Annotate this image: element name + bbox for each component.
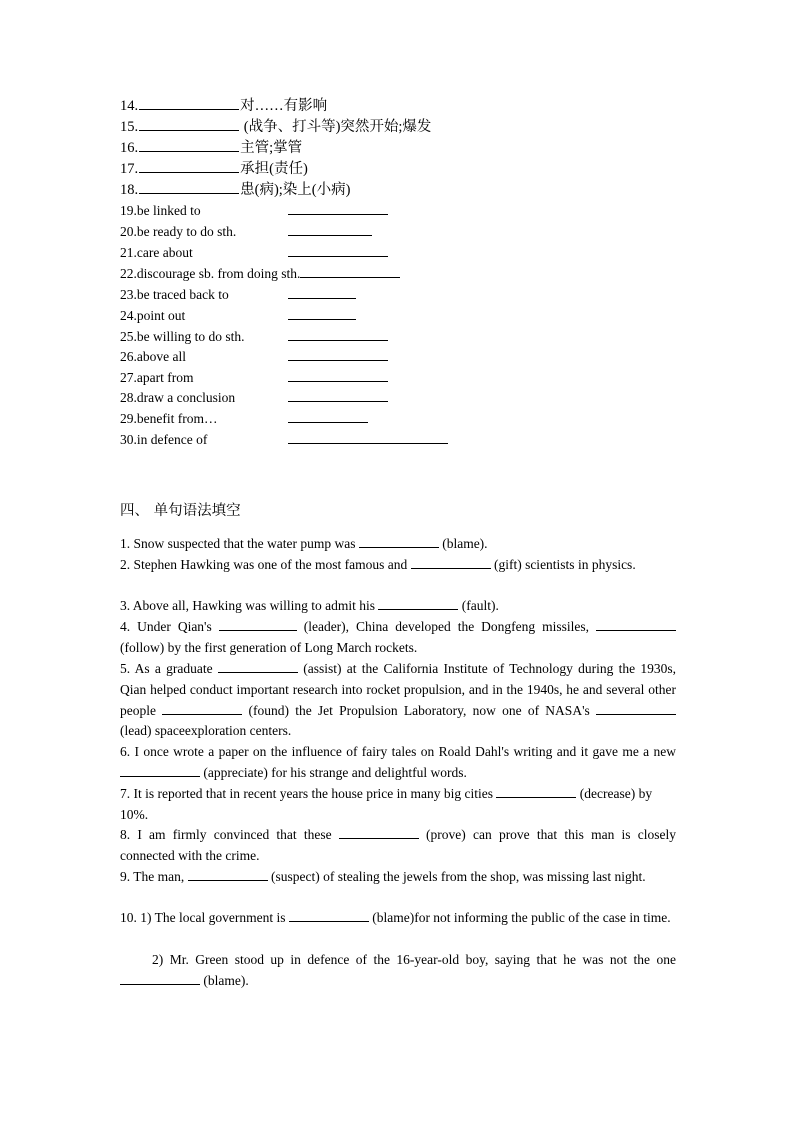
answer-blank[interactable] (411, 555, 491, 569)
vocab-item-19 (120, 201, 388, 221)
answer-blank[interactable] (596, 701, 676, 715)
item-number: 26. (120, 349, 137, 364)
vocab-item-27 (120, 368, 388, 388)
question-2: 2. Stephen Hawking was one of the most famous and (gift) scientists in physics. (120, 557, 636, 572)
item-number: 30. (120, 432, 137, 447)
item-phrase: be willing to do sth. (136, 329, 245, 344)
answer-blank[interactable] (188, 867, 268, 881)
vocab-item-28 (120, 388, 388, 408)
answer-blank[interactable] (496, 784, 576, 798)
item-number: 17. (120, 161, 139, 177)
item-number: 27. (120, 370, 137, 385)
item-number: 22. (120, 266, 137, 281)
item-phrase: point out (136, 308, 186, 323)
section-title: 四、 单句语法填空 (120, 503, 241, 519)
item-number: 18. (120, 182, 139, 198)
answer-blank[interactable] (359, 534, 439, 548)
answer-blank[interactable] (120, 971, 200, 985)
question-9: 9. The man, (suspect) of stealing the jewels from the shop, was missing last night. (120, 869, 646, 884)
item-phrase: care about (136, 245, 193, 260)
question-4: 4. Under Qian's (leader), China developed the Dongfeng missiles, (follow) by the first generation of Long March rockets. (120, 617, 676, 659)
item-number: 20. (120, 224, 137, 239)
item-meaning: 患(病);染上(小病) (240, 182, 351, 198)
answer-blank[interactable] (288, 430, 448, 444)
answer-blank[interactable] (219, 617, 297, 631)
item-number: 15. (120, 119, 139, 135)
answer-blank[interactable] (288, 368, 388, 382)
answer-blank[interactable] (162, 701, 242, 715)
vocab-item-17 (120, 159, 308, 179)
answer-blank[interactable] (288, 285, 356, 299)
vocab-item-16 (120, 138, 302, 158)
question-6: 6. I once wrote a paper on the influence of fairy tales on Roald Dahl's writing and it gave me a new (appreciate) for his strange and delightful words. (120, 744, 676, 780)
item-phrase: be linked to (136, 203, 201, 218)
item-phrase: benefit from… (136, 411, 218, 426)
answer-blank[interactable] (139, 117, 239, 131)
vocab-item-26 (120, 347, 388, 367)
answer-blank[interactable] (288, 243, 388, 257)
item-meaning: 主管;掌管 (240, 140, 303, 156)
item-number: 14. (120, 98, 139, 114)
question-8: 8. I am firmly convinced that these (prove) can prove that this man is closely connected with the crime. (120, 827, 676, 863)
item-number: 24. (120, 308, 137, 323)
answer-blank[interactable] (300, 264, 400, 278)
vocab-item-20 (120, 222, 372, 242)
item-phrase: be ready to do sth. (136, 224, 237, 239)
item-meaning: 对……有影响 (240, 98, 328, 114)
answer-blank[interactable] (288, 306, 356, 320)
item-phrase: be traced back to (136, 287, 229, 302)
answer-blank[interactable] (139, 138, 239, 152)
answer-blank[interactable] (288, 327, 388, 341)
vocab-item-15 (120, 117, 431, 137)
vocab-item-23 (120, 285, 356, 305)
answer-blank[interactable] (288, 201, 388, 215)
answer-blank[interactable] (288, 347, 388, 361)
vocab-item-14 (120, 96, 327, 116)
answer-blank[interactable] (288, 388, 388, 402)
vocab-item-29 (120, 409, 368, 429)
answer-blank[interactable] (378, 596, 458, 610)
item-phrase: apart from (136, 370, 194, 385)
item-number: 23. (120, 287, 137, 302)
answer-blank[interactable] (288, 222, 372, 236)
item-phrase: in defence of (136, 432, 208, 447)
vocab-item-24 (120, 306, 356, 326)
answer-blank[interactable] (139, 159, 239, 173)
item-number: 16. (120, 140, 139, 156)
item-number: 28. (120, 390, 137, 405)
answer-blank[interactable] (120, 763, 200, 777)
vocab-item-30 (120, 430, 448, 450)
question-3: 3. Above all, Hawking was willing to admit his (fault). (120, 598, 499, 613)
vocab-item-18 (120, 180, 350, 200)
item-meaning: 承担(责任) (240, 161, 308, 177)
answer-blank[interactable] (289, 908, 369, 922)
item-meaning: (战争、打斗等)突然开始;爆发 (240, 119, 432, 135)
item-phrase: discourage sb. from doing sth. (136, 266, 301, 281)
vocab-item-22 (120, 264, 400, 284)
item-number: 19. (120, 203, 137, 218)
answer-blank[interactable] (596, 617, 676, 631)
question-7: 7. It is reported that in recent years the house price in many big cities (decrease) by 10%. (120, 786, 653, 822)
answer-blank[interactable] (218, 659, 298, 673)
answer-blank[interactable] (139, 96, 239, 110)
answer-blank[interactable] (339, 825, 419, 839)
question-10-part-1: 10. 1) The local government is (blame)for not informing the public of the case in time. (120, 910, 671, 925)
answer-blank[interactable] (288, 409, 368, 423)
question-10-part-2: 2) Mr. Green stood up in defence of the 16-year-old boy, saying that he was not the one (blame). (120, 950, 676, 992)
vocab-item-25 (120, 327, 388, 347)
item-number: 25. (120, 329, 137, 344)
vocab-item-21 (120, 243, 388, 263)
question-5: 5. As a graduate (assist) at the California Institute of Technology during the 1930s, Qian helped conduct important research into rocket propulsion, and in the 1940s, he and several other people (found) the Jet Propulsion Laboratory, now one of NASA's (lead) spaceexploration centers. (120, 661, 676, 739)
question-1: 1. Snow suspected that the water pump was (blame). (120, 536, 488, 551)
answer-blank[interactable] (139, 180, 239, 194)
item-number: 29. (120, 411, 137, 426)
item-phrase: above all (136, 349, 186, 364)
item-phrase: draw a conclusion (136, 390, 236, 405)
item-number: 21. (120, 245, 137, 260)
